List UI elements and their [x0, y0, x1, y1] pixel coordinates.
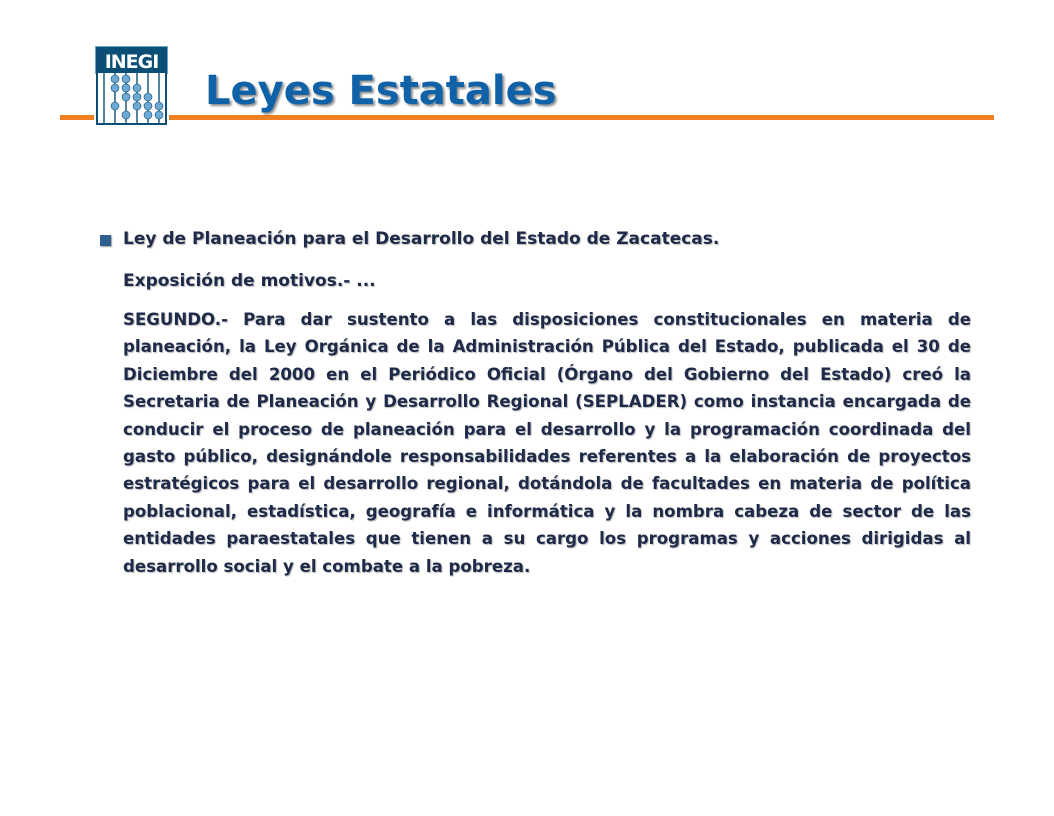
dot-grid-graphic: [98, 73, 165, 123]
bullet-item: [100, 224, 972, 254]
logo-text: INEGI: [96, 47, 167, 73]
body-paragraph: SEGUNDO.- Para dar sustento a las disposiciones constitucionales en materia de planeación, la Ley Orgánica de la Administración Pública del Estado, publicada el 30 de Diciembre del 2000 en el Periódico Oficial (Órgano del Gobierno del Estado) creó la Secretaria de Planeación y Desarrollo Regional (SEPLADER) como instancia encargada de conducir el proceso de planeación para el desarrollo y la programación coordinada del gasto público, designándole responsabilidades referentes a la elaboración de proyectos estratégicos para el desarrollo regional, dotándola de facultades en materia de política poblacional, estadística, geografía e informática y la nombra cabeza de sector de las entidades paraestatales que tienen a su cargo los programas y acciones dirigidas al desarrollo social y el combate a la pobreza.: [123, 310, 971, 576]
content-body: [100, 224, 972, 580]
bullet-text: Ley de Planeación para el Desarrollo del Estado de Zacatecas.: [123, 229, 720, 249]
square-bullet-icon: [100, 235, 111, 246]
inegi-logo: [94, 44, 169, 128]
page-title: Leyes Estatales: [205, 68, 557, 114]
logo-dot-grid: [96, 73, 167, 125]
subheading: Exposición de motivos.- ...: [123, 271, 376, 291]
